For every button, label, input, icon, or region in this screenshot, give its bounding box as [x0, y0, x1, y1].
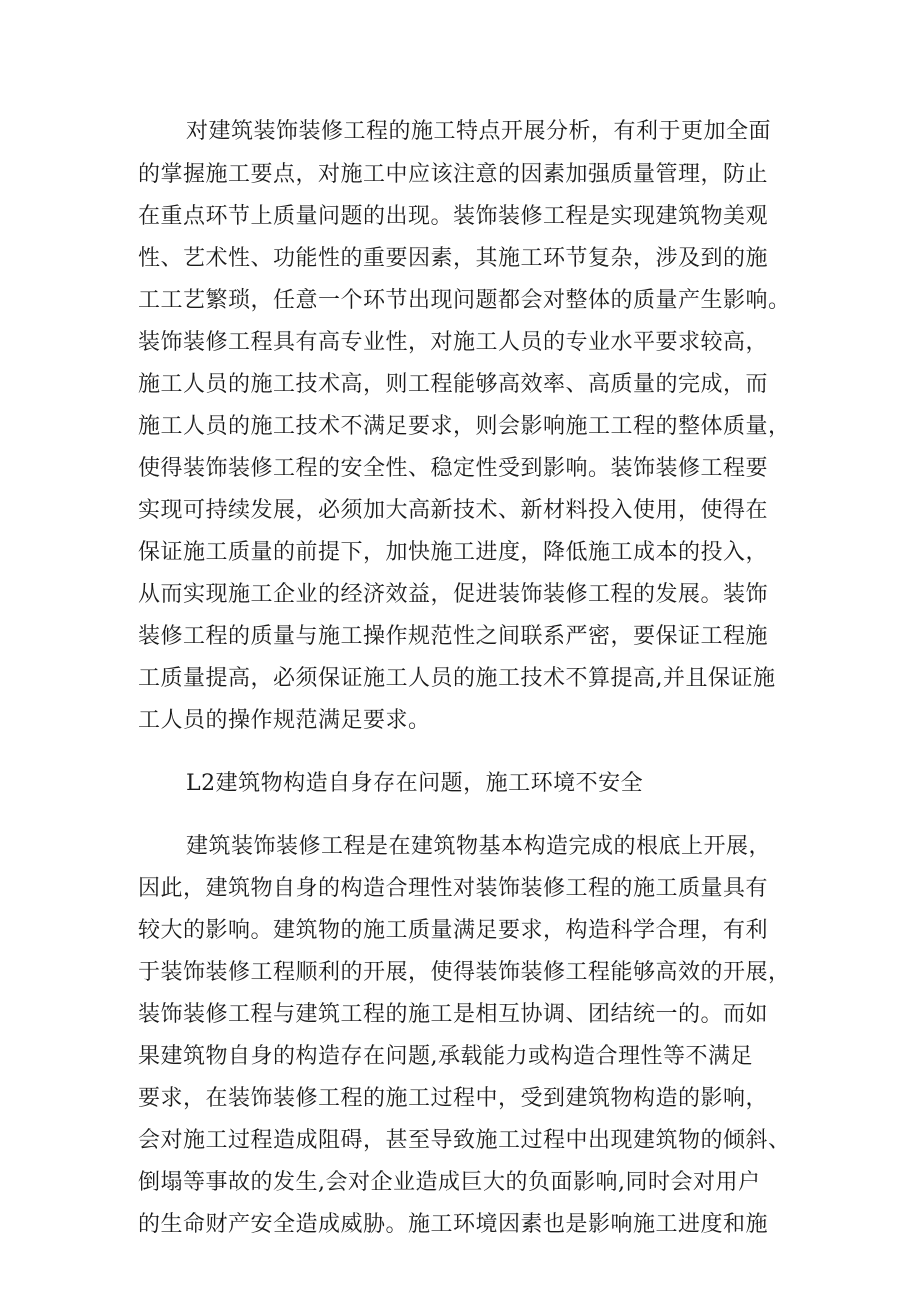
paragraph-2-line-6: 果建筑物自身的构造存在问题,承载能力或构造合理性等不满足 — [138, 1044, 753, 1069]
paragraph-1-line-9: 使得装饰装修工程的安全性、稳定性受到影响。装饰装修工程要 — [138, 456, 769, 481]
section-heading: L2建筑物构造自身存在问题，施工环境不安全 — [186, 771, 644, 796]
paragraph-2-line-7: 要求，在装饰装修工程的施工过程中，受到建筑物构造的影响， — [138, 1086, 769, 1111]
paragraph-2-line-5: 装饰装修工程与建筑工程的施工是相互协调、团结统一的。而如 — [138, 1002, 769, 1027]
paragraph-1-line-4: 性、艺术性、功能性的重要因素，其施工环节复杂，涉及到的施 — [138, 246, 769, 271]
paragraph-1-line-8: 施工人员的施工技术不满足要求，则会影响施工工程的整体质量， — [138, 414, 791, 439]
paragraph-1-line-11: 保证施工质量的前提下，加快施工进度，降低施工成本的投入， — [138, 540, 769, 565]
paragraph-1-line-10: 实现可持续发展，必须加大高新技术、新材料投入使用，使得在 — [138, 498, 769, 523]
paragraph-1-line-6: 装饰装修工程具有高专业性，对施工人员的专业水平要求较高， — [138, 330, 769, 355]
paragraph-1-line-2: 的掌握施工要点，对施工中应该注意的因素加强质量管理，防止 — [138, 162, 769, 187]
paragraph-2-line-9: 倒塌等事故的发生,会对企业造成巨大的负面影响,同时会对用户 — [138, 1170, 761, 1195]
paragraph-1-line-15: 工人员的操作规范满足要求。 — [138, 708, 431, 733]
paragraph-1-line-12: 从而实现施工企业的经济效益，促进装饰装修工程的发展。装饰 — [138, 582, 769, 607]
paragraph-2-line-4: 于装饰装修工程顺利的开展，使得装饰装修工程能够高效的开展， — [138, 960, 791, 985]
paragraph-2-line-1: 建筑装饰装修工程是在建筑物基本构造完成的根底上开展， — [186, 834, 772, 859]
paragraph-2-line-10: 的生命财产安全造成威胁。施工环境因素也是影响施工进度和施 — [138, 1212, 769, 1237]
paragraph-1-line-13: 装修工程的质量与施工操作规范性之间联系严密，要保证工程施 — [138, 624, 769, 649]
paragraph-2-line-2: 因此，建筑物自身的构造合理性对装饰装修工程的施工质量具有 — [138, 876, 769, 901]
paragraph-2-line-3: 较大的影响。建筑物的施工质量满足要求，构造科学合理，有利 — [138, 918, 769, 943]
paragraph-1-line-14: 工质量提高，必须保证施工人员的施工技术不算提高,并且保证施 — [138, 666, 776, 691]
paragraph-1-line-5: 工工艺繁琐，任意一个环节出现问题都会对整体的质量产生影响。 — [138, 288, 791, 313]
paragraph-1-line-7: 施工人员的施工技术高，则工程能够高效率、高质量的完成，而 — [138, 372, 769, 397]
paragraph-2-line-8: 会对施工过程造成阻碍，甚至导致施工过程中出现建筑物的倾斜、 — [138, 1128, 791, 1153]
paragraph-1-line-1: 对建筑装饰装修工程的施工特点开展分析，有利于更加全面 — [186, 119, 772, 144]
paragraph-1-line-3: 在重点环节上质量问题的出现。装饰装修工程是实现建筑物美观 — [138, 204, 769, 229]
